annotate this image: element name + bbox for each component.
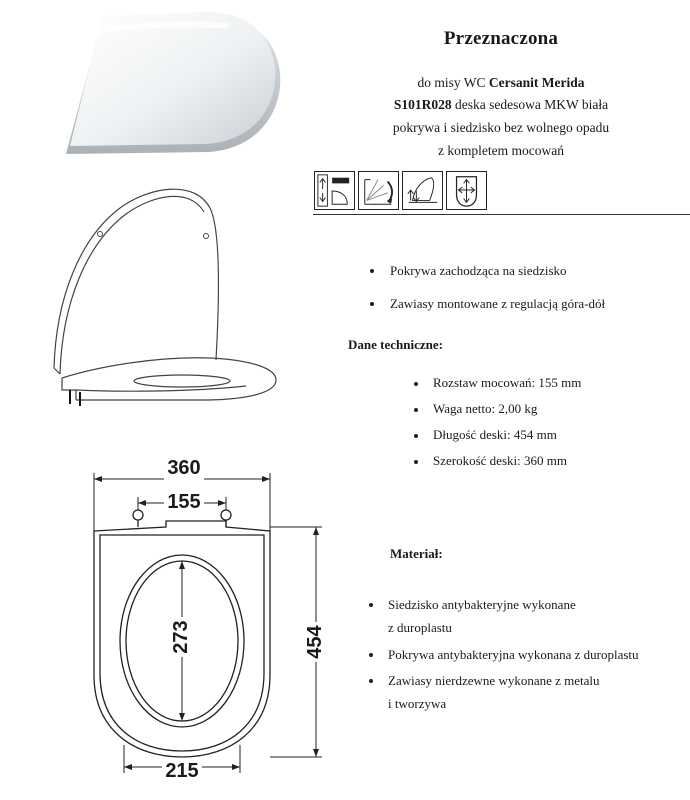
lid-lift-icon <box>402 171 443 210</box>
product-sketch <box>40 178 290 410</box>
product-photo <box>58 12 288 162</box>
feature-icons <box>314 171 514 215</box>
material-item-continued: i tworzywa <box>388 696 447 711</box>
bullet-icon <box>414 408 418 412</box>
seat-dimensions-icon <box>446 171 487 210</box>
feature-item: Zawiasy montowane z regulacją góra-dół <box>390 296 606 311</box>
intro-line-4: z kompletem mocowań <box>438 143 564 158</box>
intro-line-2: S101R028 deska sedesowa MKW biała <box>393 97 609 112</box>
dim-length-label: 454 <box>304 622 328 662</box>
tech-item: Szerokość deski: 360 mm <box>433 453 567 468</box>
material-item: Zawiasy nierdzewne wykonane z metalu <box>388 673 600 688</box>
bullet-icon <box>414 434 418 438</box>
material-item: Siedzisko antybakteryjne wykonane <box>388 597 576 612</box>
bullet-icon <box>369 679 373 683</box>
dim-inner-width-label: 215 <box>162 760 202 784</box>
bullet-icon <box>369 653 373 657</box>
hinge-adjust-icon <box>314 171 355 210</box>
feature-item: Pokrywa zachodząca na siedzisko <box>390 263 567 278</box>
dim-width-label: 360 <box>164 457 204 481</box>
page-title: Przeznaczona <box>443 28 559 49</box>
tech-heading: Dane techniczne: <box>348 337 443 352</box>
bullet-icon <box>370 302 374 306</box>
dimension-drawing <box>80 455 340 795</box>
material-heading: Materiał: <box>390 546 443 561</box>
material-item-continued: z duroplastu <box>388 620 452 635</box>
bullet-icon <box>414 382 418 386</box>
section-divider <box>313 214 690 215</box>
tech-item: Waga netto: 2,00 kg <box>433 401 538 416</box>
bullet-icon <box>370 269 374 273</box>
intro-line-3: pokrywa i siedzisko bez wolnego opadu <box>392 120 610 135</box>
tech-item: Długość deski: 454 mm <box>433 427 557 442</box>
dim-inner-length-label: 273 <box>170 617 194 657</box>
soft-open-icon <box>358 171 399 210</box>
intro-line-1: do misy WC Cersanit Merida <box>417 75 585 90</box>
tech-item: Rozstaw mocowań: 155 mm <box>433 375 582 390</box>
material-item: Pokrywa antybakteryjna wykonana z duroplastu <box>388 647 639 662</box>
bullet-icon <box>369 603 373 607</box>
dim-hinge-label: 155 <box>164 491 204 515</box>
bullet-icon <box>414 460 418 464</box>
